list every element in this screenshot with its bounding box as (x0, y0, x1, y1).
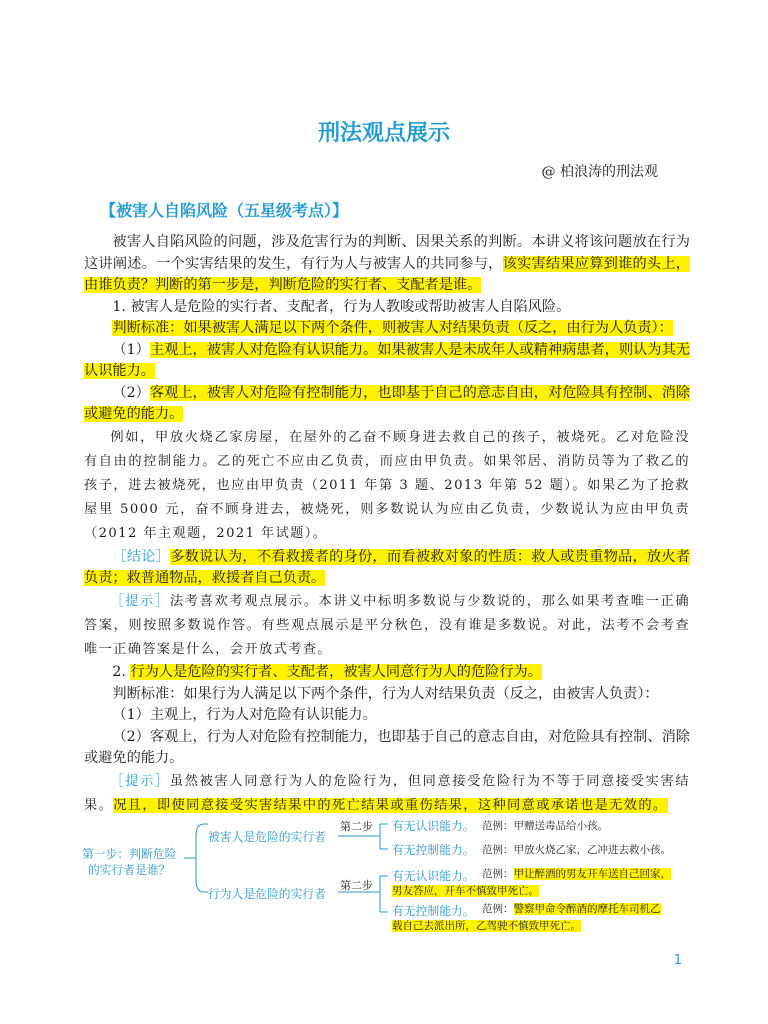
diagram-branch-actor: 行为人是危险的实行者 (208, 887, 326, 901)
intro-text: 被害人自陷风险的问题，涉及危害行为的判断、因果关系的判断。本讲义将该问题放在行为这讲阐述。一个实害结果的发生，有行为人与被害人的共同参与， (84, 234, 690, 272)
point-2-number: 2. (112, 664, 126, 681)
criteria-1-text: 判断标准：如果被害人满足以下两个条件，则被害人对结果负责（反之，由行为人负责）： (112, 320, 673, 336)
condition-4: （2）客观上，行为人对危险有控制能力，也即基于自己的意志自由，对危险具有控制、消除或避免的能力。 (84, 728, 690, 767)
diagram-b2-ex1-line-1: 甲让醉酒的男友开车送自己回家， (513, 868, 671, 880)
point-2 (84, 662, 690, 684)
diagram-b2-leaf-1: 有无认识能力。 (392, 869, 475, 883)
tip-2-tag: ［提示］ (110, 773, 170, 789)
tip-1-tag: ［提示］ (110, 593, 170, 609)
point-2-text: 行为人是危险的实行者、支配者，被害人同意行为人的危险行为。 (130, 664, 542, 681)
tip-1-paragraph (84, 590, 690, 663)
diagram-branch-victim: 被害人是危险的实行者 (208, 830, 326, 844)
diagram-b2-leaf-2: 有无控制能力。 (392, 904, 475, 918)
body-text (84, 232, 690, 818)
diagram-b2-ex1-line-2: 男友答应，开车不慎致甲死亡。 (392, 885, 539, 897)
criteria-2: 判断标准：如果行为人满足以下两个条件，行为人对结果负责（反之，由被害人负责）： (112, 685, 659, 702)
point-1: 1. 被害人是危险的实行者、支配者，行为人教唆或帮助被害人自陷风险。 (112, 298, 571, 315)
diagram-b1-example-2: 范例：甲放火烧乙家，乙冲进去救小孩。 (482, 844, 671, 856)
page-title: 刑法观点展示 (317, 120, 450, 146)
condition-2-number: （2） (112, 384, 150, 401)
diagram-b2-ex2-line-2: 载自己去派出所，乙驾驶不慎致甲死亡。 (392, 920, 581, 932)
tip-2-text: 虽然被害人同意行为人的危险行为，但同意接受危险行为不等于同意接受实害结果。 (84, 773, 690, 813)
diagram-step2-bottom: 第二步 (340, 879, 373, 892)
diagram-b2-ex1-prefix: 范例： (482, 868, 514, 880)
diagram-root-line-1: 第一步：判断危险 (82, 847, 177, 861)
diagram-b1-leaf-2: 有无控制能力。 (392, 843, 475, 857)
diagram-root-line-2: 的实行者是谁？ (87, 863, 171, 877)
condition-2-text: 客观上，被害人对危险有控制能力，也即基于自己的意志自由，对危险具有控制、消除或避免的能力。 (84, 384, 690, 422)
conclusion-text: 多数说认为，不看救援者的身份，而看被救对象的性质：救人或贵重物品，放火者负责；救普通物品，救援者自己负责。 (84, 548, 690, 587)
diagram-b1-example-1: 范例：甲赠送毒品给小孩。 (482, 820, 608, 832)
intro-highlight: 该实害结果应算到谁的头上，由谁负责？判断的第一步是，判断危险的实行者、支配者是谁。 (84, 255, 690, 293)
example-paragraph: 例如，甲放火烧乙家房屋，在屋外的乙奋不顾身进去救自己的孩子，被烧死。乙对危险没有自由的控制能力。乙的死亡不应由乙负责，而应由甲负责。如果邻居、消防员等为了救乙的孩子，进去被烧死，也应由甲负责（2011 年第 3 题、2013 年第 52 题）。如果乙为了抢救屋里 5000 元，奋不顾身进去，被烧死，则多数说认为应由乙负责，少数说认为应由甲负责（2012 年主观题，2021 年试题）。 (84, 429, 690, 542)
diagram-b2-ex2-prefix: 范例： (482, 903, 514, 915)
conclusion-paragraph (84, 547, 690, 590)
diagram-step2-top: 第二步 (340, 820, 373, 833)
tip-1-text: 法考喜欢考观点展示。本讲义中标明多数说与少数说的，那么如果考查唯一正确答案，则按照多数说作答。有些观点展示是平分秋色，没有谁是多数说。对此，法考不会考查唯一正确答案是什么，会开放式考查。 (84, 593, 690, 657)
diagram-b1-leaf-1: 有无认识能力。 (392, 819, 475, 833)
page-number: 1 (673, 953, 682, 968)
criteria-1 (84, 318, 690, 340)
diagram-b2-ex2-line-1: 警察甲命令醉酒的摩托车司机乙 (513, 903, 661, 915)
condition-1-text: 主观上，被害人对危险有认识能力。如果被害人是未成年人或精神病患者，则认为其无认识能力。 (84, 341, 690, 379)
author-line: @ 柏浪涛的刑法观 (541, 164, 658, 180)
tip-2-highlight: 况且，即使同意接受实害结果中的死亡结果或重伤结果，这种同意或承诺也是无效的。 (113, 797, 668, 813)
condition-1 (84, 340, 690, 383)
condition-1-number: （1） (112, 341, 150, 358)
condition-2 (84, 383, 690, 426)
section-heading: 【被害人自陷风险（五星级考点）】 (100, 201, 349, 220)
tip-2-paragraph (84, 770, 690, 818)
flow-diagram (80, 814, 700, 934)
intro-paragraph (84, 232, 690, 297)
conclusion-tag: ［结论］ (112, 548, 171, 565)
diagram-root (82, 846, 176, 878)
condition-3: （1）主观上，行为人对危险有认识能力。 (112, 707, 377, 724)
